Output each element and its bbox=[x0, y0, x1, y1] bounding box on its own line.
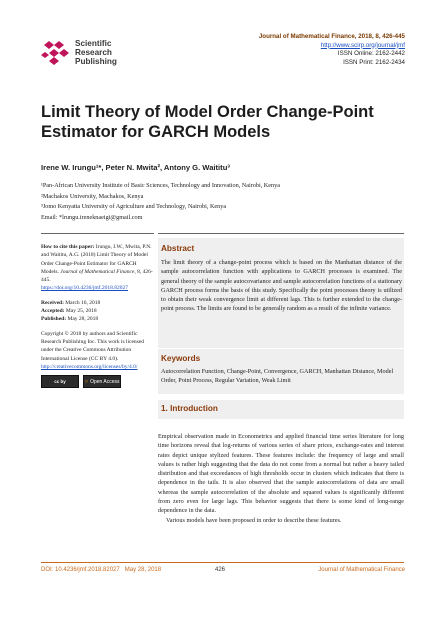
abstract-text: The limit theory of a change-point process which is based on the Manhattan distance of the sample autocorrelation function with applications to GARCH processes is examined. The general theory of the sample autocovariance and sample autocorrelation functions of a stationary GARCH process forms the basis of this study. Specifically the point processes theory is utilized to obtain their weak convergence limit at different lags. This is further extended to the change-point process. The limits are found to be generally random as a result of the infinite variance. bbox=[161, 259, 402, 313]
open-access-badge[interactable] bbox=[83, 375, 121, 388]
published-date: May 28, 2018 bbox=[67, 316, 99, 323]
affiliation-2: ²Machakos University, Machakos, Kenya bbox=[41, 192, 144, 200]
license-badges bbox=[41, 375, 154, 388]
affiliations bbox=[41, 181, 280, 223]
received-date: March 16, 2018 bbox=[65, 299, 101, 306]
sidebar bbox=[41, 243, 154, 394]
accepted-label: Accepted: bbox=[41, 308, 65, 315]
keywords-panel bbox=[158, 349, 404, 394]
footer-doi[interactable]: DOI: 10.4236/jmf.2018.82027 bbox=[41, 567, 120, 573]
open-access-label: Open Access bbox=[90, 378, 120, 385]
divider-top bbox=[158, 233, 404, 234]
journal-meta bbox=[259, 33, 405, 67]
cite-journal: Journal of Mathematical Finance, bbox=[60, 268, 136, 275]
issn-print: ISSN Print: 2162-2434 bbox=[343, 58, 405, 66]
publisher-name-line3: Publishing bbox=[75, 57, 117, 66]
footer-divider bbox=[41, 562, 404, 563]
accepted-date: May 25, 2018 bbox=[65, 308, 97, 315]
affiliation-3: ³Jomo Kenyatta University of Agriculture and Technology, Nairobi, Kenya bbox=[41, 203, 227, 210]
cite-volume: 8, 426-445. bbox=[41, 268, 153, 284]
introduction-heading: 1. Introduction bbox=[161, 404, 218, 413]
footer-doi-date bbox=[41, 567, 161, 573]
abstract-heading: Abstract bbox=[161, 244, 195, 253]
abstract-panel bbox=[158, 238, 404, 348]
issn-online: ISSN Online: 2162-2442 bbox=[337, 50, 405, 58]
paper-title: Limit Theory of Model Order Change-Point Estimator for GARCH Models bbox=[41, 103, 374, 141]
published-label: Published: bbox=[41, 316, 67, 323]
copyright-block bbox=[41, 330, 154, 388]
keywords-text: Autocorrelation Function, Change-Point, Convergence, GARCH, Manhattan Distance, Model Order, Point Process, Regular Variation, Weak Limit bbox=[161, 368, 394, 385]
introduction-heading-bar bbox=[158, 400, 404, 419]
publisher-name-line2: Research bbox=[75, 48, 112, 57]
citation-block bbox=[41, 243, 154, 293]
intro-paragraph-2: Various models have been proposed in order to describe these features. bbox=[166, 516, 342, 524]
journal-citation: Journal of Mathematical Finance, 2018, 8, 426-445 bbox=[258, 33, 405, 40]
introduction-body bbox=[158, 432, 404, 525]
cite-text: Irungu, I.W., Mwita, P.N. and Waititu, A.G. (2018) Limit Theory of Model Order Change-Point Estimator for GARCH Models. bbox=[41, 244, 152, 275]
footer-date: May 28, 2018 bbox=[124, 567, 162, 573]
srp-logo-icon bbox=[41, 41, 71, 65]
divider-left bbox=[41, 233, 154, 234]
keywords-heading: Keywords bbox=[161, 354, 201, 363]
intro-paragraph-1: Empirical observation made in Econometrics and applied financial time series literature for long time horizons reveal that log-returns of various series of share prices, exchange-rates and interest rates depict unique stylized features. These features include: the frequency of large and small values is rather high suggesting that the data do not come from a normal but rather a heavy tailed distribution and that exceedances of high thresholds occur in clusters which indicates that there is dependence in the tails. It is also observed that the sample autocorrelations of data are small whereas the sample autocorrelation of the absolute and squared values is significantly different from zero even for large lags. This behavior suggests that there is some kind of long-range dependence in the data. bbox=[158, 433, 404, 515]
cc-by-label: cc by bbox=[54, 378, 66, 384]
journal-url-link[interactable]: http://www.scirp.org/journal/jmf bbox=[320, 41, 405, 49]
published-row bbox=[41, 315, 154, 323]
received-label: Received: bbox=[41, 299, 64, 306]
publisher-name bbox=[75, 39, 117, 66]
open-lock-icon: ○ bbox=[84, 378, 89, 385]
copyright-text: Copyright © 2018 by authors and Scientific Research Publishing Inc. This work is licensed under the Creative Commons Attribution International License (CC BY 4.0). bbox=[41, 330, 145, 362]
license-link[interactable]: http://creativecommons.org/licenses/by/4.0/ bbox=[41, 363, 138, 370]
accepted-row bbox=[41, 307, 154, 315]
publisher-logo[interactable] bbox=[41, 35, 181, 75]
publisher-name-line1: Scientific bbox=[75, 39, 112, 48]
author-list: Irene W. Irungu¹*, Peter N. Mwita², Antony G. Waititu³ bbox=[41, 163, 230, 172]
affiliation-1: ¹Pan-African University Institute of Basic Sciences, Technology and Innovation, Nairobi, Kenya bbox=[41, 182, 280, 189]
cite-label: How to cite this paper: bbox=[41, 244, 95, 250]
page-number: 426 bbox=[214, 567, 225, 573]
author-email[interactable]: Email: *lrungu.ireneknaeigi@gmail.com bbox=[41, 213, 143, 221]
footer-journal: Journal of Mathematical Finance bbox=[318, 567, 405, 573]
dates-block bbox=[41, 299, 154, 324]
doi-link[interactable]: https://doi.org/10.4236/jmf.2018.82027 bbox=[41, 285, 128, 292]
received-row bbox=[41, 299, 154, 307]
cc-by-badge[interactable] bbox=[41, 375, 79, 388]
